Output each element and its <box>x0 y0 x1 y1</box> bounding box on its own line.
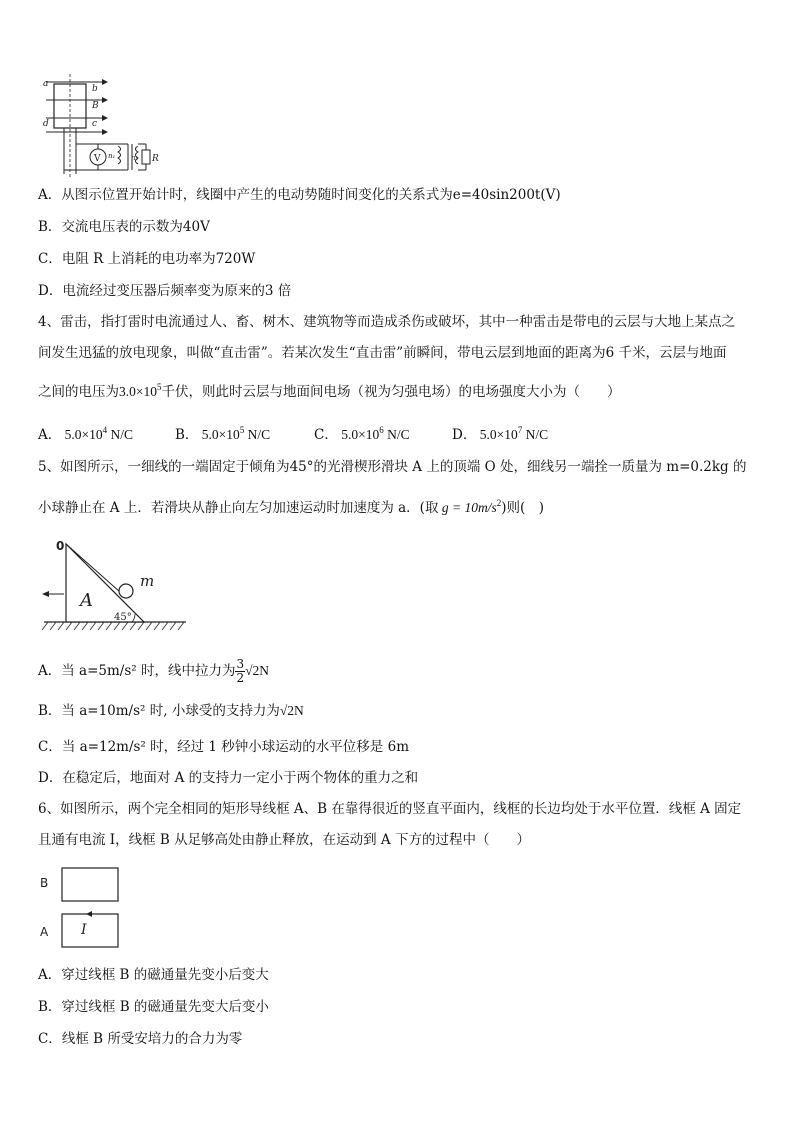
q6-line-1: 6、如图所示，两个完全相同的矩形导线框 A、B 在靠得很近的竖直平面内，线框的长边均处于水平位置．线框 A 固定 <box>38 801 742 817</box>
q4-option-c: C． $5.0\times 10^6$ N/C <box>314 425 410 443</box>
q5-line-1: 5、如图所示，一细线的一端固定于倾角为45°的光滑楔形滑块 A 上的顶端 O 处，细线另一端拴一质量为 m=0.2kg 的 <box>38 459 747 475</box>
coil-frames-figure <box>36 864 126 954</box>
wedge-angle-label: 45° <box>114 612 132 623</box>
q5-option-d: D．在稳定后，地面对 A 的支持力一定小于两个物体的重力之和 <box>38 770 419 786</box>
q4-line-1: 4、雷击，指打雷时电流通过人、畜、树木、建筑物等而造成杀伤或破坏，其中一种雷击是带电的云层与大地上某点之 <box>38 314 736 330</box>
q3-option-b: B．交流电压表的示数为40V <box>38 219 210 235</box>
q6-option-b: B．穿过线框 B 的磁通量先变大后变小 <box>38 999 269 1015</box>
q4-line-3-start: 之间的电压为 <box>38 384 119 400</box>
q5-line-2: 小球静止在 A 上．若滑块从静止向左匀加速运动时加速度为 a．(取 $g = 10m/s^2$)则( ) <box>38 498 545 516</box>
q5-fraction: $\frac{3}{2}$ <box>236 657 245 685</box>
fig1-label-V: V <box>94 154 101 164</box>
wedge-label-a: A <box>80 590 93 611</box>
fig1-label-c: c <box>92 119 98 129</box>
q5-option-b: B．当 a=10m/s² 时, 小球受的支持力为√2N <box>38 703 304 719</box>
frame-label-a: A <box>40 925 49 939</box>
wedge-label-o: 0 <box>56 539 65 553</box>
fig1-label-a: a <box>43 79 49 89</box>
q4-voltage: $3.0\times 10^5$ <box>119 382 162 399</box>
fig1-label-d: d <box>43 119 49 129</box>
fig1-label-n2: n₂ <box>131 154 139 162</box>
q5-option-c: C．当 a=12m/s² 时，经过 1 秒钟小球运动的水平位移是 6m <box>38 739 409 755</box>
q3-option-c: C．电阻 R 上消耗的电功率为720W <box>38 251 256 267</box>
frame-label-b: B <box>40 876 49 890</box>
q6-line-2: 且通有电流 I，线框 B 从足够高处由静止释放，在运动到 A 下方的过程中（ ） <box>38 832 530 848</box>
q6-option-a: A．穿过线框 B 的磁通量先变小后变大 <box>38 967 269 983</box>
q4-option-a: A． $5.0\times 10^4$ N/C <box>38 425 134 443</box>
q4-option-d: D． $5.0\times 10^7$ N/C <box>452 425 549 443</box>
wedge-label-m: m <box>140 572 155 590</box>
wedge-figure <box>40 534 190 634</box>
q4-option-b: B． $5.0\times 10^5$ N/C <box>175 425 271 443</box>
q6-option-c: C．线框 B 所受安培力的合力为零 <box>38 1031 243 1047</box>
q5-option-a: A．当 a=5m/s² 时，线中拉力为 $\frac{3}{2}$ √2N <box>38 657 270 685</box>
fig1-label-b: b <box>92 84 98 94</box>
fig1-label-B: B <box>92 101 99 111</box>
q4-line-2: 间发生迅猛的放电现象，叫做“直击雷”。若某次发生“直击雷”前瞬间，带电云层到地面的距离为6 千米，云层与地面 <box>38 345 727 361</box>
frame-current-label: I <box>81 922 87 938</box>
q5-gravity: $g = 10m/s^2$ <box>441 498 502 515</box>
generator-transformer-figure <box>40 74 170 178</box>
q3-option-d: D．电流经过变压器后频率变为原来的3 倍 <box>38 283 292 299</box>
fig1-label-R: R <box>152 154 159 164</box>
q3-option-a: A．从图示位置开始计时，线圈中产生的电动势随时间变化的关系式为e=40sin200t(V) <box>38 187 561 203</box>
q4-line-3-end: 千伏，则此时云层与地面间电场（视为匀强电场）的电场强度大小为（ ） <box>161 384 621 400</box>
q4-line-3 <box>38 378 621 401</box>
fig1-label-n1: n₁ <box>108 152 116 160</box>
